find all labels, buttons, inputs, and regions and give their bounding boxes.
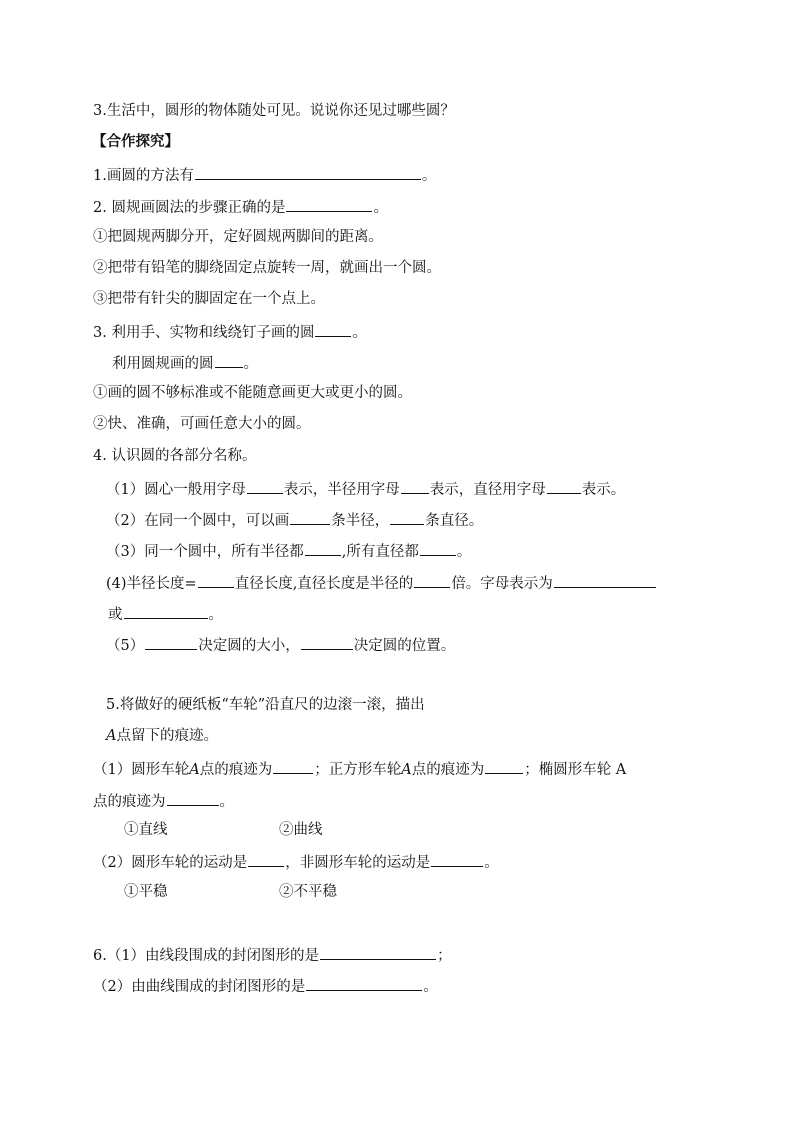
item-1-end: 。 [421,168,437,184]
item-4-1-text: （1）圆心一般用字母 [106,482,246,498]
blank[interactable] [306,975,422,991]
item-4: 4. 认识圆的各部分名称。 [93,448,257,464]
option-3-1: ①画的圆不够标准或不能随意画更大或更小的圆。 [93,385,412,401]
item-4-2-text: 条直径。 [425,513,484,529]
step-3: ③把带有针尖的脚固定在一个点上。 [93,291,325,307]
blank[interactable] [124,603,208,619]
blank[interactable] [554,572,656,588]
blank[interactable] [485,758,523,774]
item-6-1-end: ； [437,948,452,964]
item-2 [93,196,388,218]
item-3b-end: 。 [243,356,258,372]
item-4-4b [108,603,223,625]
item-4-4 [106,572,657,594]
blank[interactable] [414,572,450,588]
item-4-1-text: 表示。 [581,482,626,498]
blank[interactable] [273,758,313,774]
item-4-1-text: 表示，直径用字母 [429,482,546,498]
blank[interactable] [401,478,429,494]
blank[interactable] [167,790,219,806]
item-5-1b [93,790,234,812]
item-4-4b-text: 或 [108,607,123,623]
item-4-3-text: ,所有直径都 [341,544,419,560]
blank[interactable] [247,478,283,494]
item-4-5 [106,634,455,656]
blank[interactable] [215,352,243,368]
blank[interactable] [290,509,330,525]
item-3b [112,352,258,374]
item-4-3 [106,540,471,562]
item-5-line2-text: 点留下的痕迹。 [116,728,218,744]
item-4-4-text: 倍。字母表示为 [451,576,553,592]
item-1 [93,164,436,186]
item-3b-text: 利用圆规画的圆 [112,356,214,372]
option-5-1-b: ②曲线 [279,822,323,838]
item-5: 5.将做好的硬纸板“车轮”沿直尺的边滚一滚，描出 [106,697,425,713]
item-4-2-text: 条半径， [331,513,390,529]
blank[interactable] [305,540,341,556]
item-3a-end: 。 [352,325,367,341]
item-5-1-text: （1）圆形车轮 [93,762,190,778]
item-5-2 [93,851,499,873]
option-5-1-a: ①直线 [124,822,168,838]
item-5-line2 [106,726,218,746]
item-4-5-text: （5） [106,638,145,654]
item-4-5-text: 决定圆的位置。 [353,638,456,654]
blank[interactable] [301,634,353,650]
item-3a [93,321,367,343]
item-2-text: 2. 圆规画圆法的步骤正确的是 [93,200,286,216]
option-3-2: ②快、准确，可画任意大小的圆。 [93,416,311,432]
question-3-life-circles: 3.生活中，圆形的物体随处可见。说说你还见过哪些圆？ [93,103,455,119]
item-4-4b-end: 。 [208,607,223,623]
item-4-3-text: 。 [456,544,472,560]
item-5-1-text: ；正方形车轮 [314,762,402,778]
blank[interactable] [320,944,436,960]
item-5-1-text: 点的痕迹为 [199,762,273,778]
option-5-2-a: ①平稳 [124,884,168,900]
blank[interactable] [286,196,372,212]
item-6-1 [93,944,452,966]
item-5-2-text: （2）圆形车轮的运动是 [93,855,248,871]
item-5-1-text: 点的痕迹为 [411,762,485,778]
blank[interactable] [431,851,483,867]
item-1-text: 1.画圆的方法有 [93,168,194,184]
item-4-1-text: 表示，半径用字母 [283,482,400,498]
step-2: ②把带有铅笔的脚绕固定点旋转一周，就画出一个圆。 [93,260,441,276]
item-5-2-text: 。 [484,855,499,871]
blank[interactable] [195,164,421,180]
section-title: 【合作探究】 [92,133,179,150]
point-letter: A [401,762,412,778]
item-5-1b-end: 。 [219,794,234,810]
item-5-1-text: ；椭圆形车轮 A [524,762,627,778]
item-5-2-text: ，非圆形车轮的运动是 [285,855,431,871]
blank[interactable] [248,851,284,867]
option-5-2-b: ②不平稳 [279,884,337,900]
item-6-2-text: （2）由曲线围成的封闭图形的是 [93,979,306,995]
item-2-end: 。 [373,200,388,216]
blank[interactable] [547,478,581,494]
item-4-4-text: 直径长度,直径长度是半径的 [234,576,414,592]
item-4-3-text: （3）同一个圆中，所有半径都 [106,544,304,560]
point-letter: A [189,762,200,778]
blank[interactable] [315,321,351,337]
step-1: ①把圆规两脚分开，定好圆规两脚间的距离。 [93,229,383,245]
item-4-2 [106,509,483,531]
item-6-1-text: 6.（1）由线段围成的封闭图形的是 [93,948,320,964]
blank[interactable] [420,540,456,556]
item-4-2-text: （2）在同一个圆中，可以画 [106,513,290,529]
item-4-4-text: (4)半径长度= [106,576,197,592]
item-6-2 [93,975,438,997]
blank[interactable] [145,634,197,650]
item-5-1b-text: 点的痕迹为 [93,794,166,810]
blank[interactable] [390,509,424,525]
item-4-1 [106,478,625,500]
item-4-5-text: 决定圆的大小， [198,638,300,654]
point-letter: A [106,728,117,744]
blank[interactable] [198,572,234,588]
item-6-2-end: 。 [423,979,438,995]
item-5-1 [93,758,626,780]
item-3a-text: 3. 利用手、实物和线绕钉子画的圆 [93,325,315,341]
